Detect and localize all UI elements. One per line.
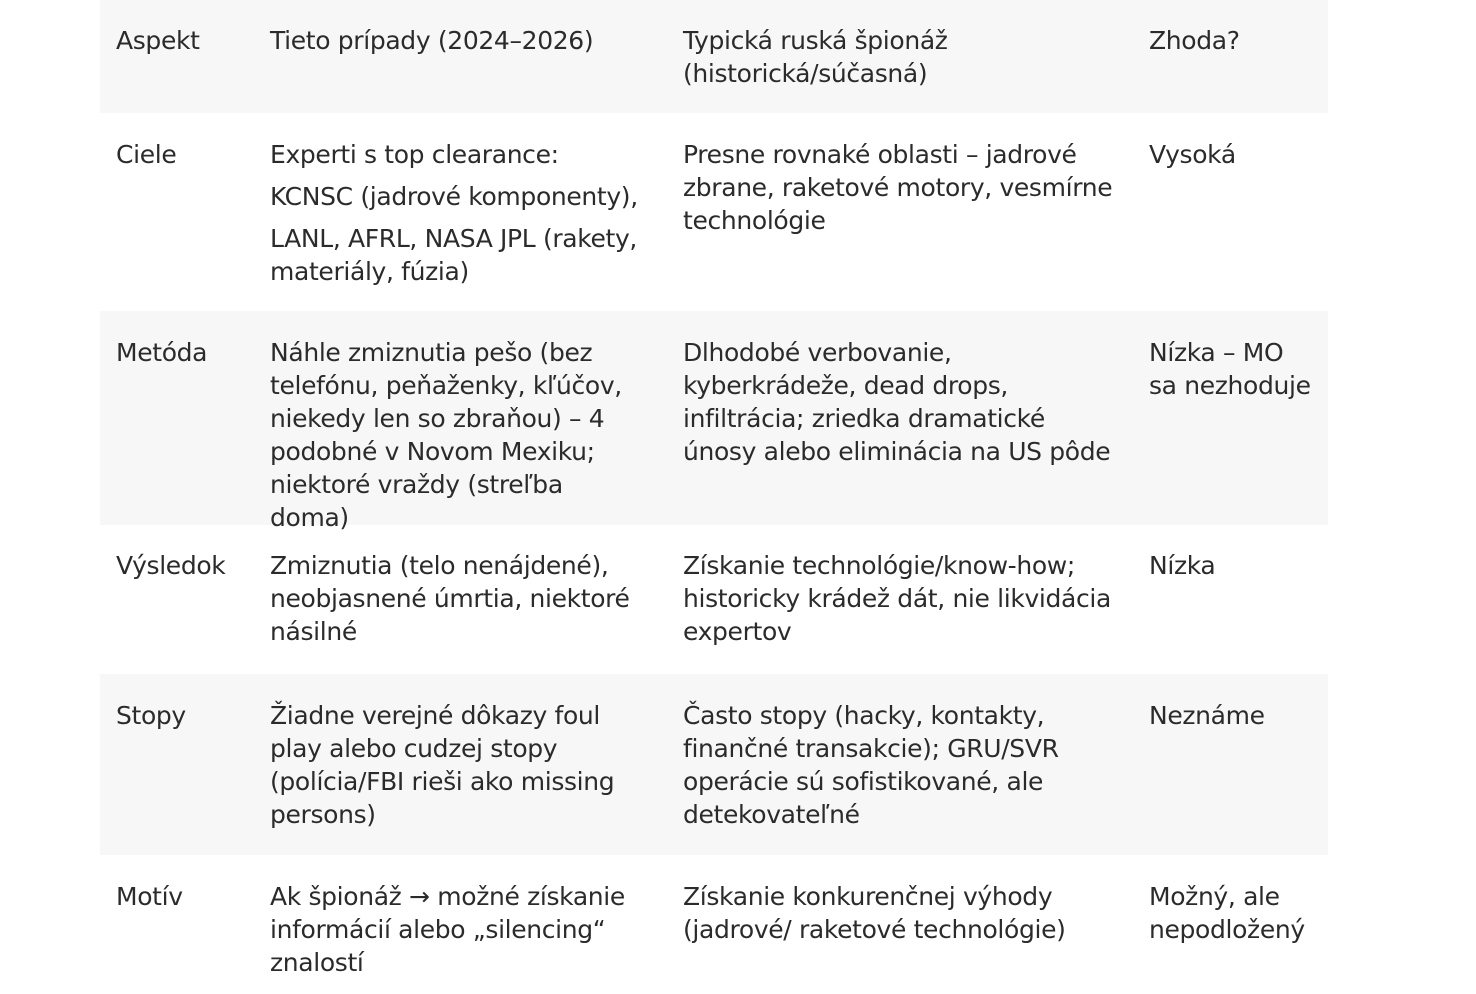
table-row	[100, 674, 1328, 855]
header-cell-aspect: Aspekt	[116, 26, 200, 55]
cases-cell	[254, 113, 667, 311]
match-cell: Nízka	[1149, 551, 1216, 580]
typical-cell: Získanie konkurenčnej výhody (jadrové/ raketové technológie)	[683, 882, 1066, 944]
table-row	[100, 311, 1328, 532]
aspect-cell: Motív	[116, 882, 183, 911]
cases-cell	[254, 674, 667, 855]
match-cell: Vysoká	[1149, 140, 1236, 169]
cases-line: Žiadne verejné dôkazy foul play alebo cudzej stopy (polícia/FBI rieši ako missing persons)	[270, 701, 615, 829]
typical-cell: Získanie technológie/know-how; historicky krádež dát, nie likvidácia expertov	[683, 551, 1111, 646]
typical-cell: Často stopy (hacky, kontakty, finančné transakcie); GRU/SVR operácie sú sofistikované, ale detekovateľné	[683, 701, 1059, 829]
match-cell: Možný, ale nepodložený	[1149, 882, 1305, 944]
table-row	[100, 113, 1328, 311]
cases-line: LANL, AFRL, NASA JPL (rakety, materiály, fúzia)	[270, 224, 638, 286]
cases-cell	[254, 855, 667, 994]
match-cell: Nízka – MO sa nezhoduje	[1149, 338, 1311, 400]
table-row	[100, 855, 1328, 994]
aspect-cell: Výsledok	[116, 551, 226, 580]
comparison-table	[100, 0, 1328, 994]
aspect-cell: Metóda	[116, 338, 208, 367]
cases-line: KCNSC (jadrové komponenty),	[270, 182, 638, 211]
cases-line: Ak špionáž → možné získanie informácií alebo „silencing“ znalostí	[270, 882, 625, 977]
match-cell: Neznáme	[1149, 701, 1265, 730]
cases-line: Experti s top clearance:	[270, 140, 559, 169]
table-row	[100, 525, 1328, 674]
header-cell-typical: Typická ruská špionáž (historická/súčasná)	[683, 26, 948, 88]
table-header-row	[100, 0, 1328, 113]
aspect-cell: Ciele	[116, 140, 177, 169]
cases-line: Náhle zmiznutia pešo (bez telefónu, peňaženky, kľúčov, niekedy len so zbraňou) – 4 podobné v Novom Mexiku; niektoré vraždy (streľba doma)	[270, 338, 622, 532]
aspect-cell: Stopy	[116, 701, 186, 730]
header-cell-match: Zhoda?	[1149, 26, 1240, 55]
cases-line: Zmiznutia (telo nenájdené), neobjasnené úmrtia, niektoré násilné	[270, 551, 630, 646]
typical-cell: Dlhodobé verbovanie, kyberkrádeže, dead drops, infiltrácia; zriedka dramatické únosy alebo eliminácia na US pôde	[683, 338, 1111, 466]
header-cell-cases: Tieto prípady (2024–2026)	[270, 26, 594, 55]
typical-cell: Presne rovnaké oblasti – jadrové zbrane, raketové motory, vesmírne technológie	[683, 140, 1113, 235]
cases-cell	[254, 311, 667, 534]
cases-cell	[254, 525, 667, 674]
